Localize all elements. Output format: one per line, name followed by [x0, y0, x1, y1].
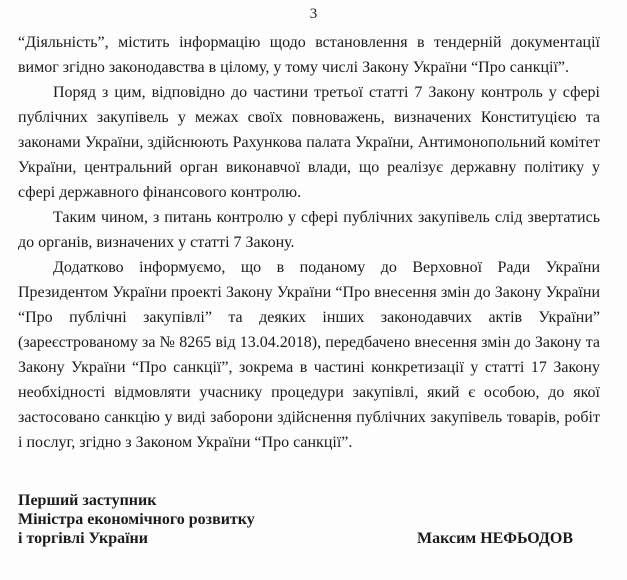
signatory-title-line-2: Міністра економічного розвитку [18, 511, 255, 528]
paragraph-1: “Діяльність”, містить інформацію щодо встановлення в тендерній документації вимог згідно законодавства в цілому, у тому числі Закону України “Про санкції”. [18, 34, 600, 76]
signatory-title-line-1: Перший заступник [18, 492, 157, 509]
paragraph-3: Таким чином, з питань контролю у сфері публічних закупівель слід звертатись до органів, визначених у статті 7 Закону. [18, 209, 600, 251]
page-number: 3 [309, 6, 318, 22]
signatory-name: Максим НЕФЬОДОВ [417, 530, 573, 547]
document-body [18, 30, 600, 455]
signatory-title [18, 491, 255, 548]
paragraph-2: Поряд з цим, відповідно до частини третьої статті 7 Закону контроль у сфері публічних закупівель у межах своїх повноважень, визначених Конституцією та законами України, здійснюють Рахункова палата України, Антимонопольний комітет України, центральний орган виконавчої влади, що реалізує державну політику у сфері державного фінансового контролю. [18, 84, 600, 201]
signatory-title-line-3: і торгівлі України [18, 530, 148, 547]
signature-block [18, 491, 573, 548]
paragraph-4: Додатково інформуємо, що в поданому до Верховної Ради України Президентом України проекті Закону України “Про внесення змін до Закону України “Про публічні закупівлі” та деяких інших законодавчих актів України” (зареєстрованому за № 8265 від 13.04.2018), передбачено внесення змін до Закону та Закону України “Про санкції”, зокрема в частині конкретизації у статті 17 Закону необхідності відмовляти учаснику процедури закупівлі, який є особою, до якої застосовано санкцію у виді заборони здійснення публічних закупівель товарів, робіт і послуг, згідно з Законом України “Про санкції”. [18, 259, 600, 451]
